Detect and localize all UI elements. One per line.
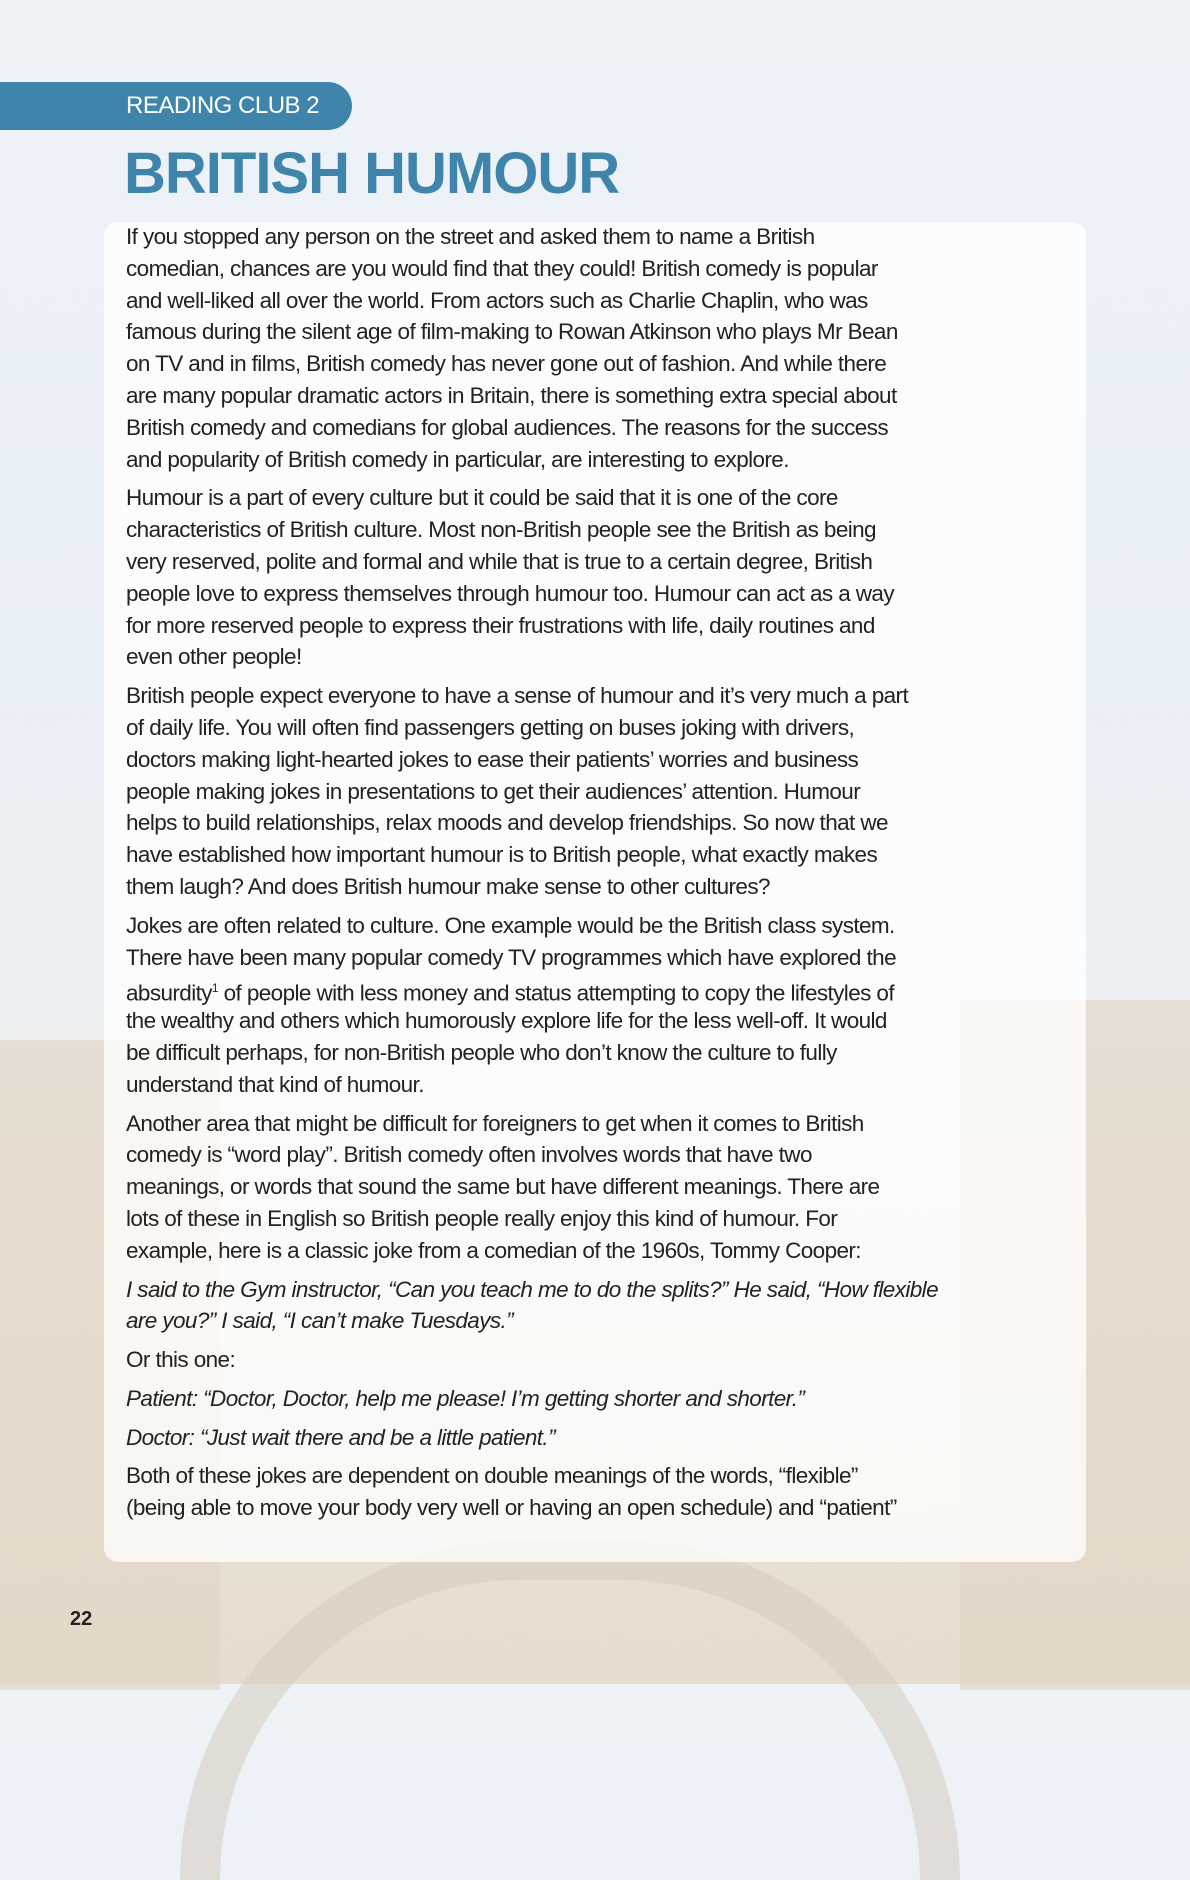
- joke-quote: [126, 1274, 1086, 1338]
- paragraph: [126, 482, 1086, 673]
- text-line: Both of these jokes are dependent on double meanings of the words, “flexible”: [126, 1463, 858, 1489]
- text-line: characteristics of British culture. Most non-British people see the British as being: [126, 517, 876, 543]
- text-line: understand that kind of humour.: [126, 1071, 424, 1097]
- paragraph: [126, 910, 1086, 1101]
- text-line: have established how important humour is to British people, what exactly makes: [126, 842, 878, 868]
- paragraph: [126, 1108, 1086, 1267]
- text-line: famous during the silent age of film-making to Rowan Atkinson who plays Mr Bean: [126, 319, 898, 345]
- paragraph: [126, 680, 1086, 903]
- paragraph: [126, 221, 1086, 475]
- text-line: example, here is a classic joke from a comedian of the 1960s, Tommy Cooper:: [126, 1237, 861, 1263]
- text-line: them laugh? And does British humour make sense to other cultures?: [126, 873, 770, 899]
- text-line: Jokes are often related to culture. One example would be the British class system.: [126, 912, 895, 938]
- joke-quote: [126, 1383, 1086, 1415]
- joke-quote: [126, 1422, 1086, 1454]
- text-line: Patient: “Doctor, Doctor, help me please! I’m getting shorter and shorter.”: [126, 1385, 805, 1411]
- text-line: people making jokes in presentations to get their audiences’ attention. Humour: [126, 778, 861, 804]
- text-line: (being able to move your body very well or having an open schedule) and “patient”: [126, 1495, 897, 1521]
- text-line: There have been many popular comedy TV programmes which have explored the: [126, 944, 896, 970]
- text-line: and well-liked all over the world. From actors such as Charlie Chaplin, who was: [126, 287, 868, 313]
- paragraph: [126, 1460, 1086, 1524]
- page-number: 22: [70, 1608, 93, 1630]
- text-line: Humour is a part of every culture but it could be said that it is one of the core: [126, 485, 838, 511]
- text-line: are you?” I said, “I can’t make Tuesdays.”: [126, 1308, 514, 1334]
- text-line: for more reserved people to express their frustrations with life, daily routines and: [126, 612, 875, 638]
- text-line: the wealthy and others which humorously explore life for the less well-off. It would: [126, 1008, 887, 1034]
- text-line: meanings, or words that sound the same but have different meanings. There are: [126, 1174, 880, 1200]
- paragraph: [126, 1344, 1086, 1376]
- text-line: very reserved, polite and formal and while that is true to a certain degree, British: [126, 548, 873, 574]
- text-fragment: of people with less money and status attempting to copy the lifestyles of: [217, 980, 894, 1006]
- article-body: [126, 221, 1086, 1531]
- section-tab: [0, 82, 352, 130]
- page-title: BRITISH HUMOUR: [124, 141, 620, 206]
- text-line: helps to build relationships, relax moods and develop friendships. So now that we: [126, 810, 888, 836]
- text-fragment: absurdity: [126, 980, 212, 1006]
- text-line: I said to the Gym instructor, “Can you teach me to do the splits?” He said, “How flexible: [126, 1276, 938, 1302]
- text-line: British comedy and comedians for global audiences. The reasons for the success: [126, 414, 888, 440]
- text-line: be difficult perhaps, for non-British people who don’t know the culture to fully: [126, 1039, 837, 1065]
- text-line: Another area that might be difficult for foreigners to get when it comes to British: [126, 1110, 864, 1136]
- text-line: Or this one:: [126, 1347, 236, 1373]
- footnote-marker: 1: [211, 981, 218, 996]
- text-line: are many popular dramatic actors in Britain, there is something extra special about: [126, 382, 897, 408]
- background-bridge-arch: [180, 1540, 960, 1880]
- text-line: people love to express themselves through humour too. Humour can act as a way: [126, 580, 894, 606]
- text-line: of daily life. You will often find passengers getting on buses joking with drivers,: [126, 714, 855, 740]
- text-line: on TV and in films, British comedy has never gone out of fashion. And while there: [126, 351, 887, 377]
- text-line: If you stopped any person on the street and asked them to name a British: [126, 224, 815, 249]
- text-line: doctors making light-hearted jokes to ease their patients’ worries and business: [126, 746, 859, 772]
- section-label: READING CLUB 2: [126, 92, 320, 119]
- text-line: Doctor: “Just wait there and be a little patient.”: [126, 1424, 555, 1450]
- text-line: and popularity of British comedy in particular, are interesting to explore.: [126, 446, 789, 472]
- text-line: British people expect everyone to have a sense of humour and it’s very much a part: [126, 683, 909, 709]
- text-line: [126, 973, 1086, 1005]
- text-line: comedy is “word play”. British comedy often involves words that have two: [126, 1142, 812, 1168]
- text-line: lots of these in English so British people really enjoy this kind of humour. For: [126, 1205, 838, 1231]
- text-line: even other people!: [126, 644, 302, 670]
- text-line: comedian, chances are you would find that they could! British comedy is popular: [126, 255, 878, 281]
